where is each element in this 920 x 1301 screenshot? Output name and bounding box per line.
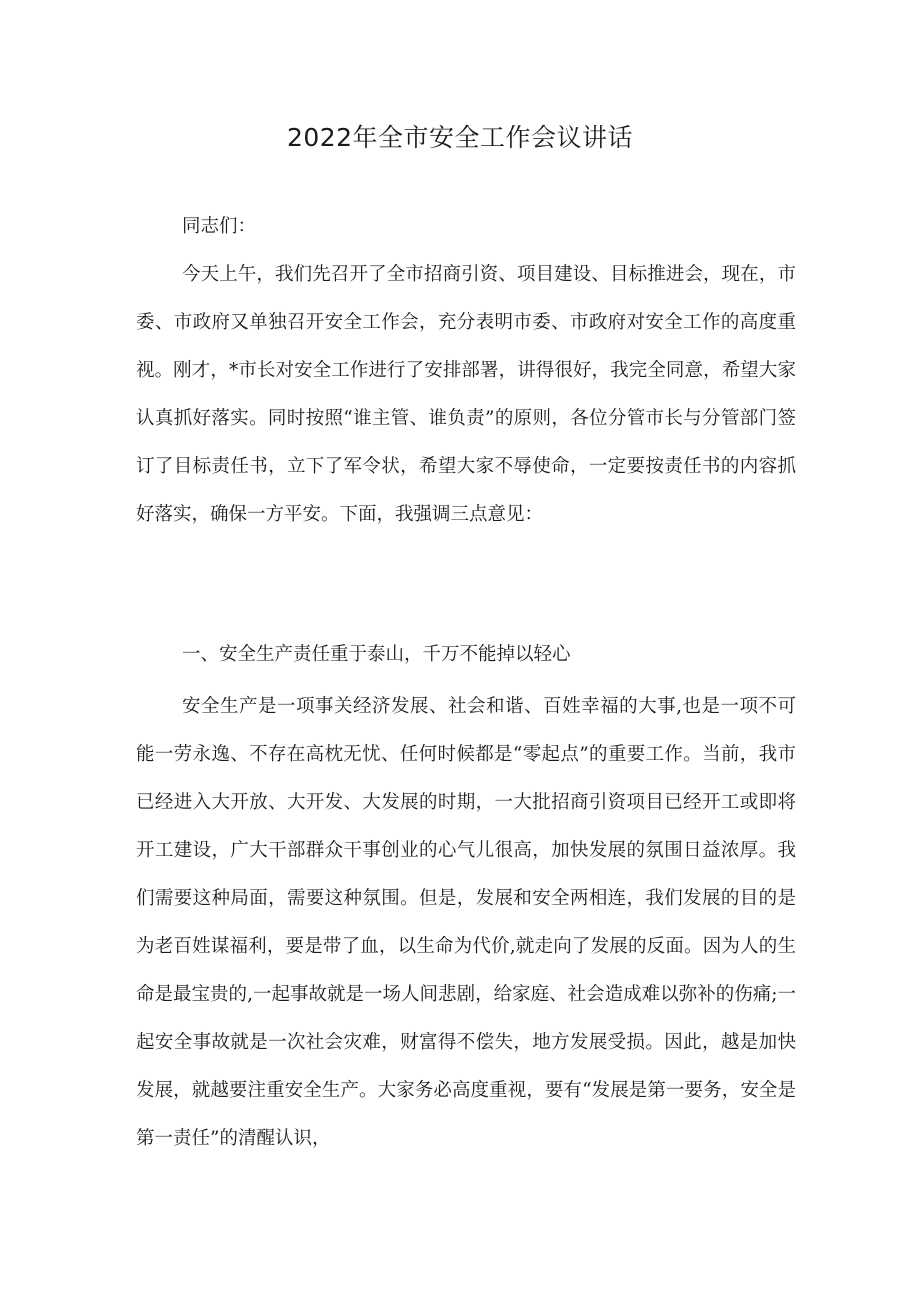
section-1-paragraph: 安全生产是一项事关经济发展、社会和谐、百姓幸福的大事,也是一项不可能一劳永逸、不存在高枕无忧、任何时候都是“零起点”的重要工作。当前，我市已经进入大开放、大开发、大发展的时期，一大批招商引资项目已经开工或即将开工建设，广大干部群众干事创业的心气儿很高，加快发展的氛围日益浓厚。我们需要这种局面，需要这种氛围。但是，发展和安全两相连，我们发展的目的是为老百姓谋福利，要是带了血，以生命为代价,就走向了发展的反面。因为人的生命是最宝贵的,一起事故就是一场人间悲剧，给家庭、社会造成难以弥补的伤痛;一起安全事故就是一次社会灾难，财富得不偿失，地方发展受损。因此，越是加快发展，就越要注重安全生产。大家务必高度重视，要有“发展是第一要务，安全是第一责任”的清醒认识，: [136, 696, 796, 1149]
section-heading-1: 一、安全生产责任重于泰山，千万不能掉以轻心: [182, 644, 571, 665]
greeting: 同志们：: [182, 216, 257, 237]
opening-paragraph: 今天上午，我们先召开了全市招商引资、项目建设、目标推进会，现在，市委、市政府又单独召开安全工作会，充分表明市委、市政府对安全工作的高度重视。刚才，*市长对安全工作进行了安排部署，讲得很好，我完全同意，希望大家认真抓好落实。同时按照“谁主管、谁负责”的原则，各位分管市长与分管部门签订了目标责任书，立下了军令状，希望大家不辱使命，一定要按责任书的内容抓好落实，确保一方平安。下面，我强调三点意见：: [136, 264, 796, 525]
document-title: 2022年全市安全工作会议讲话: [286, 123, 634, 152]
